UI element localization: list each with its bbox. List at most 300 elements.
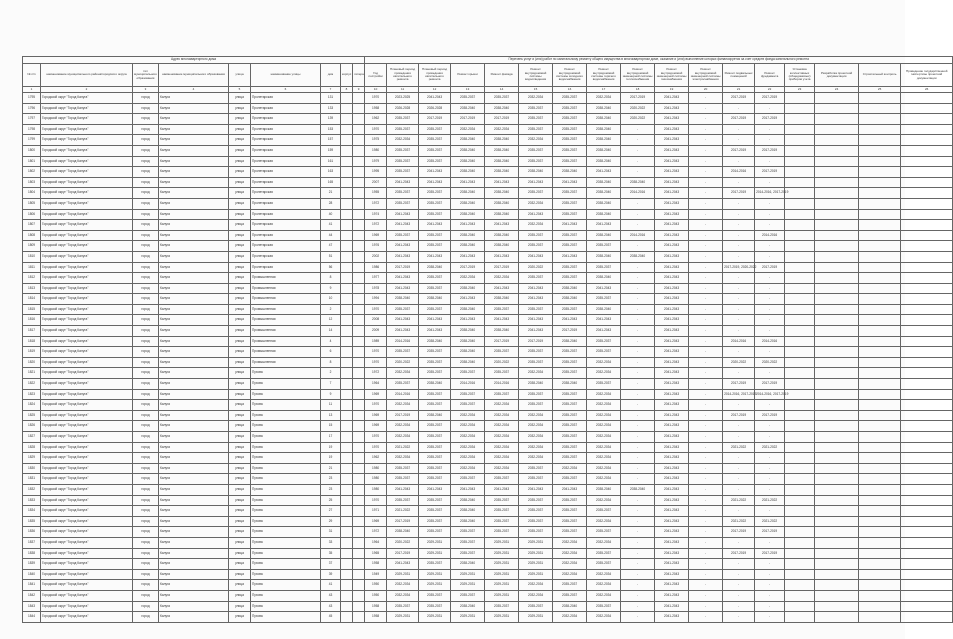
table-cell: - [621,421,655,432]
table-cell: - [723,612,755,623]
table-cell: Городской округ "Город Калуга" [41,135,133,146]
table-cell: Пролетарская [251,156,321,167]
table-cell: улица [229,336,251,347]
table-cell: Калуга [159,114,229,125]
table-cell: 2021-2022 [723,516,755,527]
table-cell: город [133,177,159,188]
table-cell: город [133,495,159,506]
table-cell: - [755,569,785,580]
table-cell: 2035-2037 [587,379,621,390]
column-number: 14 [485,87,519,93]
column-headers-row [23,64,953,87]
table-cell: 2038-2040 [587,273,621,284]
table-cell: Калуга [159,548,229,559]
table-cell: - [723,209,755,220]
table-cell: - [755,251,785,262]
table-cell: 2032-2034 [587,495,621,506]
table-cell: - [723,198,755,209]
table-cell: улица [229,273,251,284]
table-cell: 2035-2037 [485,601,519,612]
table-cell: город [133,410,159,421]
table-cell: 1970 [365,400,387,411]
table-cell: город [133,612,159,623]
table-cell: Городской округ "Город Калуга" [41,484,133,495]
table-cell: - [723,315,755,326]
table-cell: 2038-2040 [621,177,655,188]
table-row [23,262,953,273]
table-cell [815,484,859,495]
table-cell [815,569,859,580]
table-cell: 2038-2040 [419,410,451,421]
column-header: Ремонт крыши [451,64,485,87]
table-cell [353,220,365,231]
table-cell: 2035-2037 [485,304,519,315]
column-header: тип муниципального образования [133,64,159,87]
table-cell: - [621,506,655,517]
table-cell: 2035-2037 [519,188,553,199]
table-cell: - [689,198,723,209]
table-cell: 2035-2037 [485,474,519,485]
table-cell: улица [229,421,251,432]
table-cell: 2032-2034 [587,537,621,548]
table-cell: 2041-2043 [655,463,689,474]
table-cell: 2035-2037 [387,198,419,209]
table-cell: 1815 [23,304,41,315]
table-cell: 2032-2034 [387,368,419,379]
table-cell [785,484,815,495]
table-cell [341,590,353,601]
table-row [23,474,953,485]
table-cell: 2035-2037 [387,347,419,358]
table-cell: 1835 [23,516,41,527]
table-cell: Пролетарская [251,114,321,125]
table-cell: Калуга [159,516,229,527]
table-cell: 2041-2043 [519,251,553,262]
table-cell: - [755,156,785,167]
table-cell: Городской округ "Город Калуга" [41,304,133,315]
table-cell [353,453,365,464]
table-cell: 2035-2037 [419,516,451,527]
table-row [23,326,953,337]
table-cell: 2038-2040 [451,326,485,337]
column-header: Ремонт внутридомовой инженерной системы газоснабжения [655,64,689,87]
table-cell: 1838 [23,548,41,559]
table-cell [785,93,815,104]
table-cell: - [689,484,723,495]
table-cell: 2017-2019 [451,114,485,125]
table-cell: 2032-2034 [553,569,587,580]
table-cell: - [755,601,785,612]
table-cell [901,103,953,114]
table-cell: Городской округ "Город Калуга" [41,516,133,527]
table-cell: улица [229,495,251,506]
table-row [23,400,953,411]
table-cell [353,145,365,156]
table-cell [785,389,815,400]
table-cell [815,410,859,421]
table-cell: 1836 [23,527,41,538]
table-cell: город [133,209,159,220]
table-cell [341,294,353,305]
table-cell: - [723,537,755,548]
table-cell [901,410,953,421]
table-cell: 2035-2037 [553,506,587,517]
table-cell: 2035-2037 [419,400,451,411]
table-cell: 2035-2037 [451,537,485,548]
table-cell: 2035-2037 [419,273,451,284]
table-cell: - [689,167,723,178]
column-number: 18 [621,87,655,93]
table-cell: 2029-2031 [485,590,519,601]
table-cell: 2035-2037 [419,188,451,199]
table-cell: 2032-2034 [485,400,519,411]
table-cell: Пухова [251,410,321,421]
table-cell: - [755,347,785,358]
table-cell: 2041-2043 [655,156,689,167]
table-cell: 2035-2037 [387,156,419,167]
table-cell: 2017-2019 [723,93,755,104]
table-cell: - [621,516,655,527]
table-cell: 2041-2043 [655,527,689,538]
table-cell [341,400,353,411]
table-cell [859,484,901,495]
table-cell: - [723,103,755,114]
table-cell [785,347,815,358]
table-cell: 2038-2040 [587,230,621,241]
table-cell [353,569,365,580]
table-cell: 2041-2043 [655,421,689,432]
table-cell: - [755,537,785,548]
table-cell: 2029-2031 [387,612,419,623]
table-cell: 2035-2037 [419,506,451,517]
table-cell: 2014-2016, 2017-2019 [755,188,785,199]
table-cell: - [621,432,655,443]
table-cell: - [723,273,755,284]
table-cell: улица [229,463,251,474]
table-cell: - [723,569,755,580]
table-cell: 2017-2019 [387,516,419,527]
table-cell [859,198,901,209]
table-row [23,283,953,294]
table-cell: улица [229,315,251,326]
table-cell: 2032-2034 [553,559,587,570]
table-cell: город [133,453,159,464]
table-row [23,580,953,591]
table-cell: 2035-2037 [553,209,587,220]
table-cell [815,283,859,294]
table-cell [859,442,901,453]
table-cell: Калуга [159,156,229,167]
table-cell: 2041-2043 [655,368,689,379]
table-cell: Калуга [159,432,229,443]
table-cell: город [133,559,159,570]
table-cell: Калуга [159,400,229,411]
table-cell: 2041-2043 [655,336,689,347]
table-cell [859,400,901,411]
table-cell [901,273,953,284]
table-cell: 2041-2043 [519,326,553,337]
table-cell: - [723,580,755,591]
table-cell: 2035-2037 [553,273,587,284]
table-cell: Пухова [251,400,321,411]
table-row [23,230,953,241]
table-cell: 14 [321,326,341,337]
table-cell [859,326,901,337]
table-cell: 2014-2016 [387,389,419,400]
table-cell: - [621,262,655,273]
table-cell [901,156,953,167]
table-cell: 2035-2037 [419,474,451,485]
table-cell: 2 [321,368,341,379]
table-cell: 2041-2043 [655,114,689,125]
table-row [23,304,953,315]
table-cell: Калуга [159,326,229,337]
table-cell [785,432,815,443]
table-cell [785,124,815,135]
table-cell: 1834 [23,506,41,517]
table-cell: 2041-2043 [387,241,419,252]
table-cell: Городской округ "Город Калуга" [41,262,133,273]
table-cell [341,516,353,527]
table-cell: Городской округ "Город Калуга" [41,442,133,453]
table-cell: улица [229,453,251,464]
table-cell: город [133,315,159,326]
table-cell: 2035-2037 [419,209,451,220]
table-cell [785,241,815,252]
table-cell: 2035-2037 [419,241,451,252]
column-number: 9 [353,87,365,93]
table-cell: 2035-2037 [553,410,587,421]
table-cell [341,315,353,326]
table-cell [901,421,953,432]
table-cell: 2032-2034 [519,590,553,601]
table-cell: 2032-2034 [587,93,621,104]
table-cell: 2041-2043 [655,442,689,453]
table-cell [815,294,859,305]
table-cell [353,410,365,421]
table-cell [341,220,353,231]
table-cell: Городской округ "Город Калуга" [41,389,133,400]
table-cell: 2017-2019 [519,336,553,347]
table-cell: 1995 [365,167,387,178]
table-cell: 2035-2037 [451,389,485,400]
table-cell [353,114,365,125]
table-cell: - [621,410,655,421]
table-cell: 2035-2037 [485,527,519,538]
table-cell: - [689,347,723,358]
table-cell [785,251,815,262]
table-cell [859,569,901,580]
table-cell: город [133,156,159,167]
table-cell [815,548,859,559]
table-cell [353,421,365,432]
table-cell: 2038-2040 [587,103,621,114]
table-cell: 2032-2034 [519,368,553,379]
table-cell: Калуга [159,537,229,548]
table-cell: 2035-2037 [419,304,451,315]
table-cell: - [689,145,723,156]
table-cell: 2035-2037 [419,145,451,156]
table-cell: 1958 [365,103,387,114]
table-cell: 2041-2043 [553,177,587,188]
table-cell: 2038-2040 [451,347,485,358]
table-cell: Городской округ "Город Калуга" [41,103,133,114]
table-cell: 2041-2043 [485,315,519,326]
table-cell: улица [229,304,251,315]
column-number: 8 [341,87,353,93]
table-cell [353,251,365,262]
table-cell: Промышленная [251,347,321,358]
table-cell: 133 [321,103,341,114]
table-cell: 1974 [365,209,387,220]
table-cell: 1842 [23,590,41,601]
table-cell: - [755,559,785,570]
column-number: 22 [755,87,785,93]
table-cell: улица [229,379,251,390]
table-cell [341,601,353,612]
table-cell: улица [229,357,251,368]
table-cell: - [755,474,785,485]
table-cell: 2038-2040 [587,156,621,167]
table-cell: 2035-2037 [419,357,451,368]
table-cell: 2035-2037 [553,527,587,538]
table-cell [859,283,901,294]
table-cell: Калуга [159,421,229,432]
table-cell: 2035-2037 [519,463,553,474]
table-cell: - [723,453,755,464]
table-cell [859,103,901,114]
table-cell: - [755,612,785,623]
table-cell: Городской округ "Город Калуга" [41,93,133,104]
column-header: наименование муниципального образования [159,64,229,87]
table-cell: 1980 [365,463,387,474]
table-cell: 2035-2037 [419,601,451,612]
table-cell: 2032-2034 [519,220,553,231]
table-cell [353,188,365,199]
table-cell [341,432,353,443]
table-cell: 2038-2040 [485,145,519,156]
table-cell: - [621,368,655,379]
table-cell: улица [229,135,251,146]
table-cell: улица [229,124,251,135]
table-cell: 2035-2037 [519,527,553,538]
table-cell: 2023-2025 [387,93,419,104]
table-cell: - [689,114,723,125]
table-cell: 2035-2037 [387,167,419,178]
table-cell [901,357,953,368]
table-cell: город [133,230,159,241]
table-cell [785,135,815,146]
table-cell: 23 [321,484,341,495]
table-cell: - [689,188,723,199]
table-cell [341,474,353,485]
table-cell: - [689,506,723,517]
table-cell: 2007 [365,177,387,188]
table-cell: Промышленная [251,294,321,305]
table-cell: 17 [321,432,341,443]
table-cell: 2032-2034 [451,442,485,453]
table-cell: 2038-2040 [451,135,485,146]
table-cell: - [723,220,755,231]
table-cell: Пухова [251,495,321,506]
table-cell: 1994 [365,294,387,305]
table-cell: улица [229,294,251,305]
table-cell [785,273,815,284]
table-cell: 2041-2043 [387,484,419,495]
table-cell: 2041-2043 [655,230,689,241]
table-cell: 2041-2043 [655,506,689,517]
table-cell: 2029-2031 [451,612,485,623]
table-cell: 1799 [23,135,41,146]
table-cell: 1819 [23,347,41,358]
table-cell: Городской округ "Город Калуга" [41,347,133,358]
table-cell [785,421,815,432]
table-cell: 2038-2040 [451,103,485,114]
table-cell [341,527,353,538]
table-cell [341,304,353,315]
table-cell [815,220,859,231]
table-cell: 2041-2043 [419,167,451,178]
table-cell: 21 [321,188,341,199]
table-cell: Пухова [251,432,321,443]
table-cell: 2038-2040 [451,230,485,241]
table-cell: 1814 [23,294,41,305]
table-cell: 2017-2019 [755,379,785,390]
table-cell [353,442,365,453]
table-cell [859,177,901,188]
table-cell: Пролетарская [251,93,321,104]
table-cell: Городской округ "Город Калуга" [41,379,133,390]
table-cell: Городской округ "Город Калуга" [41,453,133,464]
table-cell: 2035-2037 [419,527,451,538]
table-cell [901,209,953,220]
table-cell: улица [229,220,251,231]
table-row [23,103,953,114]
table-cell [859,537,901,548]
table-cell [815,368,859,379]
table-cell: Промышленная [251,283,321,294]
table-cell [353,283,365,294]
table-cell: 2038-2040 [553,167,587,178]
table-cell: улица [229,548,251,559]
table-cell [815,474,859,485]
table-cell: 2035-2037 [553,124,587,135]
table-cell: - [689,421,723,432]
table-cell [815,188,859,199]
table-cell: 2035-2037 [419,495,451,506]
table-cell: 2041-2043 [655,548,689,559]
table-cell [901,453,953,464]
table-cell [815,262,859,273]
table-cell: 1975 [365,135,387,146]
table-cell: Городской округ "Город Калуга" [41,580,133,591]
table-cell: Калуга [159,453,229,464]
table-cell: - [723,421,755,432]
table-cell: 1844 [23,612,41,623]
table-cell [815,527,859,538]
table-cell: Городской округ "Город Калуга" [41,177,133,188]
table-cell: Городской округ "Город Калуга" [41,548,133,559]
table-cell: 1816 [23,315,41,326]
table-cell: 2032-2034 [451,410,485,421]
table-cell: Калуга [159,188,229,199]
table-cell: 1950 [365,590,387,601]
table-cell: 2017-2019 [419,114,451,125]
column-number: 10 [365,87,387,93]
table-cell: 2017-2019 [755,93,785,104]
table-cell [859,453,901,464]
table-cell: Пухова [251,421,321,432]
